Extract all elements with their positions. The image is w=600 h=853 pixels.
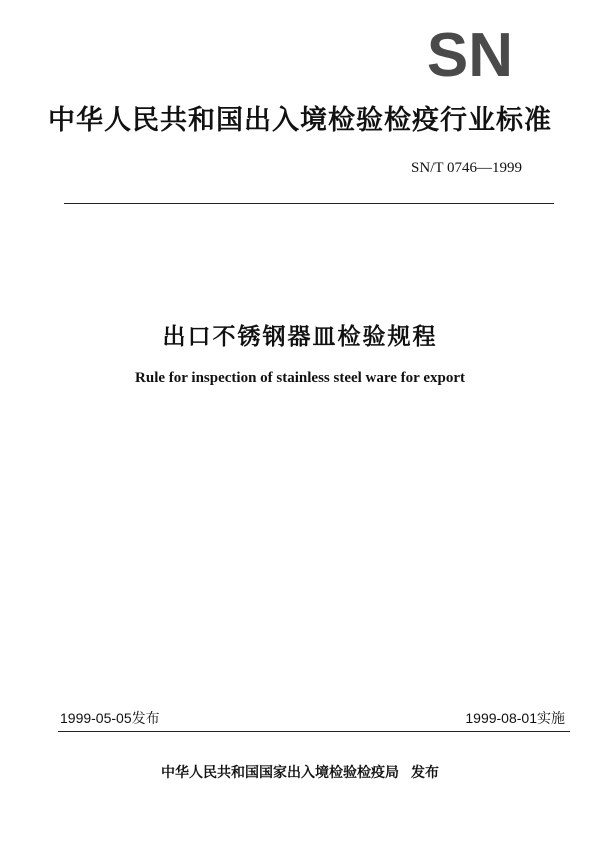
publisher-line <box>0 762 600 782</box>
document-title-chinese: 出口不锈钢器皿检验规程 <box>162 324 438 350</box>
standard-number: SN/T 0746—1999 <box>411 160 522 176</box>
issue-date: 1999-05-05发布 <box>60 710 160 726</box>
sn-logo-text: SN <box>426 24 514 84</box>
sn-logo <box>418 24 522 84</box>
sn-logo-graphic <box>418 24 522 84</box>
publisher-name: 中华人民共和国国家出入境检验检疫局 <box>161 765 399 781</box>
footer-divider <box>58 731 570 732</box>
header-divider <box>64 203 554 204</box>
agency-title: 中华人民共和国出入境检验检疫行业标准 <box>48 105 552 136</box>
implementation-date: 1999-08-01实施 <box>465 710 565 726</box>
document-title-english: Rule for inspection of stainless steel ware for export <box>135 370 465 386</box>
publisher-action: 发布 <box>411 765 439 781</box>
